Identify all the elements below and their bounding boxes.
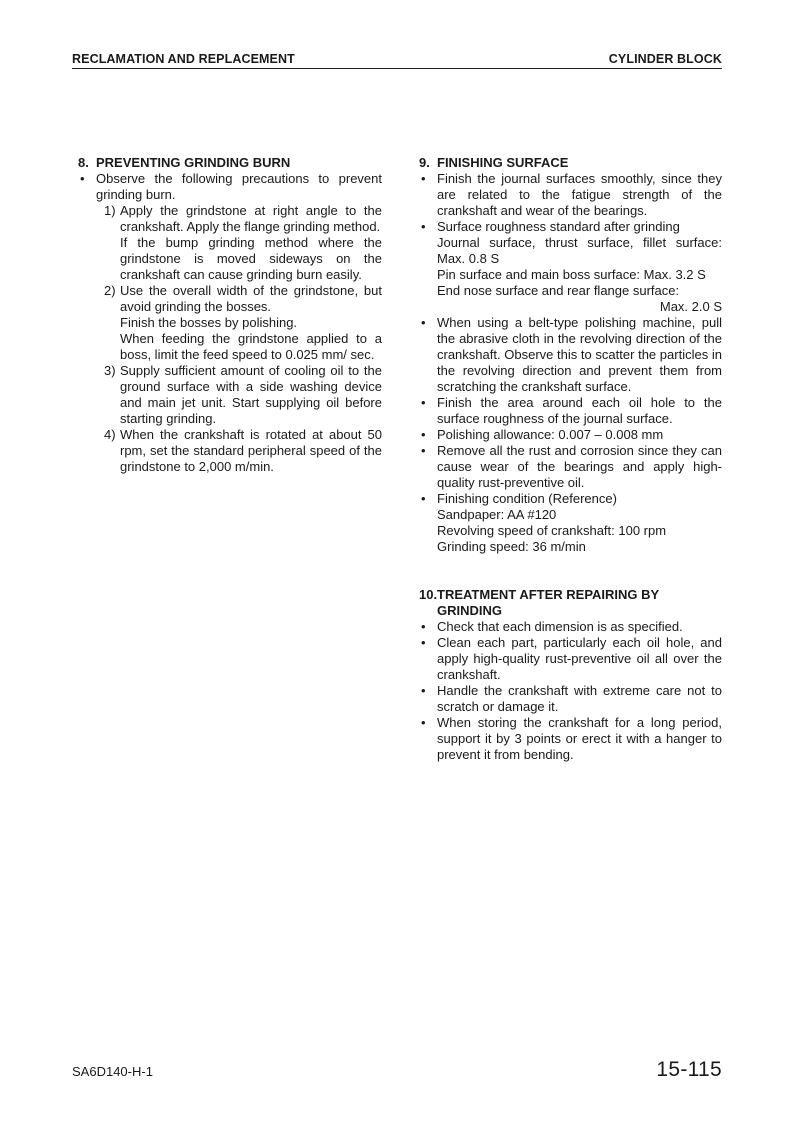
step-number: 1): [104, 203, 116, 218]
bullet-marker: •: [421, 683, 426, 698]
step-1-note: If the bump grinding method where the grindstone is moved sideways on the crankshaft can cause grinding burn easily.: [120, 235, 382, 282]
document-code: SA6D140-H-1: [72, 1064, 153, 1079]
bullet-item: [413, 219, 722, 235]
bullet-item: [413, 715, 722, 763]
step-2: [72, 283, 382, 315]
step-text: When the crankshaft is rotated at about 50 rpm, set the standard peripheral speed of the grindstone to 2,000 m/min.: [120, 427, 382, 474]
page-number: 15-115: [656, 1058, 722, 1081]
bullet-marker: •: [421, 619, 426, 634]
finishing-sandpaper: Sandpaper: AA #120: [437, 507, 557, 522]
bullet-marker: •: [80, 171, 85, 186]
bullet-marker: •: [421, 443, 426, 458]
bullet-text: Finish the journal surfaces smoothly, since they are related to the fatigue strength of the crankshaft and wear of the bearings.: [437, 171, 722, 218]
bullet-marker: •: [421, 635, 426, 650]
step-4: [72, 427, 382, 475]
bullet-marker: •: [421, 491, 426, 506]
step-number: 4): [104, 427, 116, 442]
section-10-title: TREATMENT AFTER REPAIRING BY GRINDING: [437, 587, 659, 618]
bullet-text: Check that each dimension is as specified.: [437, 619, 683, 634]
roughness-pin: Pin surface and main boss surface: Max. 3.2 S: [437, 267, 706, 282]
step-number: 3): [104, 363, 116, 378]
bullet-text: When using a belt-type polishing machine, pull the abrasive cloth in the revolving direction of the crankshaft. Observe this to scatter the particles in the revolving direction and prevent them from scratching the crankshaft surface.: [437, 315, 722, 394]
bullet-marker: •: [421, 395, 426, 410]
bullet-marker: •: [421, 715, 426, 730]
bullet-item: [413, 395, 722, 427]
step-text: Supply sufficient amount of cooling oil to the ground surface with a side washing device and main jet unit. Start supplying oil before starting grinding.: [120, 363, 382, 426]
finishing-grinding-speed: Grinding speed: 36 m/min: [437, 539, 586, 554]
section-8-heading: [72, 155, 382, 171]
section-8-number: 8.: [78, 155, 89, 170]
header-section-title: CYLINDER BLOCK: [608, 52, 722, 66]
bullet-item: [413, 635, 722, 683]
step-2-note: Finish the bosses by polishing.: [120, 315, 298, 330]
right-column: [413, 155, 722, 763]
left-column: [72, 155, 382, 475]
roughness-journal: Journal surface, thrust surface, fillet surface: Max. 0.8 S: [437, 235, 722, 266]
bullet-marker: •: [421, 171, 426, 186]
bullet-marker: •: [421, 315, 426, 330]
header-chapter-title: RECLAMATION AND REPLACEMENT: [72, 52, 295, 66]
bullet-text: Observe the following precautions to prevent grinding burn.: [96, 171, 382, 202]
bullet-text: Finishing condition (Reference): [437, 491, 617, 506]
bullet-text: Finish the area around each oil hole to the surface roughness of the journal surface.: [437, 395, 722, 426]
step-text: Use the overall width of the grindstone, but avoid grinding the bosses.: [120, 283, 382, 314]
section-8-title: PREVENTING GRINDING BURN: [96, 155, 291, 170]
step-2-note: When feeding the grindstone applied to a boss, limit the feed speed to 0.025 mm/ sec.: [120, 331, 382, 362]
section-10-heading: [413, 587, 722, 619]
bullet-item: [413, 443, 722, 491]
section-9-heading: [413, 155, 722, 171]
bullet-item: [413, 427, 722, 443]
section-9-number: 9.: [419, 155, 430, 170]
section-8-bullet: [72, 171, 382, 203]
roughness-end-nose: End nose surface and rear flange surface:: [437, 283, 680, 298]
bullet-item: [413, 491, 722, 507]
finishing-revolving-speed: Revolving speed of crankshaft: 100 rpm: [437, 523, 667, 538]
roughness-end-nose-value: Max. 2.0 S: [659, 299, 722, 314]
section-9-title: FINISHING SURFACE: [437, 155, 569, 170]
running-header: [72, 52, 722, 69]
bullet-text: Surface roughness standard after grinding: [437, 219, 680, 234]
bullet-item: [413, 315, 722, 395]
bullet-marker: •: [421, 427, 426, 442]
bullet-item: [413, 683, 722, 715]
step-text: Apply the grindstone at right angle to the crankshaft. Apply the flange grinding method.: [120, 203, 382, 234]
section-10-number: 10.: [419, 587, 438, 602]
step-1: [72, 203, 382, 235]
bullet-item: [413, 619, 722, 635]
step-3: [72, 363, 382, 427]
step-number: 2): [104, 283, 116, 298]
bullet-text: Remove all the rust and corrosion since they can cause wear of the bearings and apply high-quality rust-preventive oil.: [437, 443, 722, 490]
bullet-text: Clean each part, particularly each oil hole, and apply high-quality rust-preventive oil all over the crankshaft.: [437, 635, 722, 682]
bullet-item: [413, 171, 722, 219]
bullet-text: Handle the crankshaft with extreme care not to scratch or damage it.: [437, 683, 722, 714]
bullet-marker: •: [421, 219, 426, 234]
bullet-text: Polishing allowance: 0.007 – 0.008 mm: [437, 427, 664, 442]
bullet-text: When storing the crankshaft for a long period, support it by 3 points or erect it with a hanger to prevent it from bending.: [437, 715, 722, 762]
